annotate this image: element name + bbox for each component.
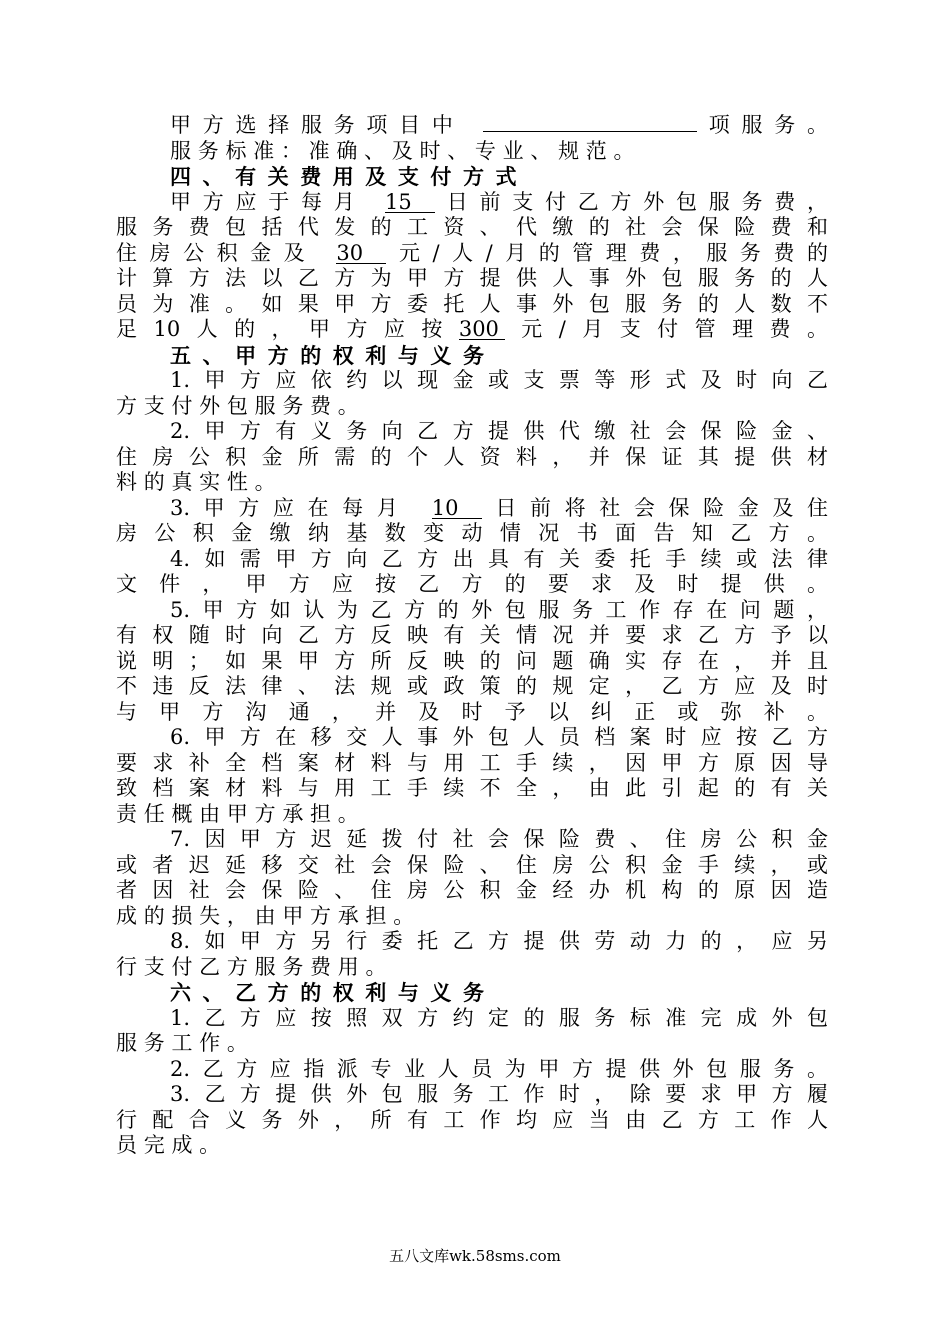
paragraph-line — [116, 190, 828, 216]
section-6-heading: 六、乙方的权利与义务 — [170, 980, 496, 1005]
page-footer-watermark: 五八文库wk.58sms.com — [389, 1247, 561, 1265]
text: 元/人/月的管理费，服务费的 — [386, 240, 828, 265]
paragraph-line: 方支付外包服务费。 — [116, 393, 366, 418]
paragraph-line: 要求补全档案材料与用工手续，因甲方原因导 — [116, 750, 828, 775]
service-item-blank — [483, 131, 697, 132]
paragraph-line: 者因社会保险、住房公积金经办机构的原因造 — [116, 878, 828, 902]
text: 元/月支付管理费。 — [504, 317, 828, 341]
paragraph-line: 4.如需甲方向乙方出具有关委托手续或法律 — [170, 546, 828, 571]
text: 3.甲方应在每月 — [170, 495, 412, 520]
paragraph-line: 7.因甲方迟延拨付社会保险费、住房公积金 — [170, 827, 828, 851]
paragraph-line: 行配合义务外，所有工作均应当由乙方工作人 — [116, 1107, 828, 1132]
paragraph-line: 料的真实性。 — [116, 470, 283, 494]
paragraph-line: 服务费包括代发的工资、代缴的社会保险费和 — [116, 215, 828, 239]
fee-blank: 30 — [336, 243, 386, 264]
paragraph-line: 致档案材料与用工手续不全，由此引起的有关 — [116, 776, 828, 800]
paragraph-line: 与甲方沟通，并及时予以纠正或弥补。 — [116, 699, 828, 724]
paragraph-line: 文件，甲方应按乙方的要求及时提供。 — [116, 572, 828, 596]
paragraph-line: 3.乙方提供外包服务工作时，除要求甲方履 — [170, 1082, 828, 1106]
text: 日前支付乙方外包服务费， — [434, 189, 828, 214]
notice-day-blank: 10 — [432, 498, 482, 519]
paragraph-line: 服务工作。 — [116, 1031, 255, 1055]
text: 项服务。 — [697, 113, 828, 137]
paragraph-line: 不违反法律、法规或政策的规定，乙方应及时 — [116, 674, 828, 698]
paragraph-line: 有权随时向乙方反映有关情况并要求乙方予以 — [116, 623, 828, 647]
paragraph-line: 8.如甲方另行委托乙方提供劳动力的，应另 — [170, 929, 828, 953]
text: 甲方应于每月 — [170, 189, 367, 214]
paragraph-line: 1.乙方应按照双方约定的服务标准完成外包 — [170, 1005, 828, 1030]
text: 足10人的，甲方应按 — [116, 317, 459, 341]
section-5-heading: 五、甲方的权利与义务 — [170, 342, 496, 368]
paragraph-line: 行支付乙方服务费用。 — [116, 954, 394, 979]
min-fee-blank: 300 — [459, 319, 505, 340]
payment-day-blank: 15 — [385, 192, 435, 213]
service-standard-line: 服务标准：准确、及时、专业、规范。 — [170, 138, 642, 163]
text: 甲方选择服务项目中 — [170, 113, 465, 137]
paragraph-line: 2.乙方应指派专业人员为甲方提供外包服务。 — [170, 1056, 828, 1081]
paragraph-line: 6.甲方在移交人事外包人员档案时应按乙方 — [170, 725, 828, 749]
paragraph-line — [116, 241, 828, 267]
document-body — [116, 113, 828, 1159]
section-4-heading: 四、有关费用及支付方式 — [170, 164, 529, 189]
paragraph-line: 5.甲方如认为乙方的外包服务工作存在问题， — [170, 597, 828, 622]
paragraph-line: 2.甲方有义务向乙方提供代缴社会保险金、 — [170, 419, 828, 443]
paragraph-line: 或者迟延移交社会保险、住房公积金手续，或 — [116, 852, 828, 877]
text: 日前将社会保险金及住 — [481, 495, 828, 520]
paragraph-line: 成的损失，由甲方承担。 — [116, 903, 421, 928]
paragraph-line: 说明；如果甲方所反映的问题确实存在，并且 — [116, 648, 828, 673]
text: 住房公积金及 — [116, 240, 318, 265]
paragraph-line — [116, 317, 828, 343]
service-selection-line — [116, 113, 828, 139]
paragraph-line: 住房公积金所需的个人资料，并保证其提供材 — [116, 444, 828, 469]
paragraph-line: 员完成。 — [116, 1133, 227, 1157]
paragraph-line: 员为准。如果甲方委托人事外包服务的人数不 — [116, 291, 828, 316]
paragraph-line: 房公积金缴纳基数变动情况书面告知乙方。 — [116, 521, 828, 545]
paragraph-line — [116, 496, 828, 522]
paragraph-line: 责任概由甲方承担。 — [116, 801, 366, 826]
paragraph-line: 1.甲方应依约以现金或支票等形式及时向乙 — [170, 368, 828, 392]
paragraph-line: 计算方法以乙方为甲方提供人事外包服务的人 — [116, 266, 828, 290]
